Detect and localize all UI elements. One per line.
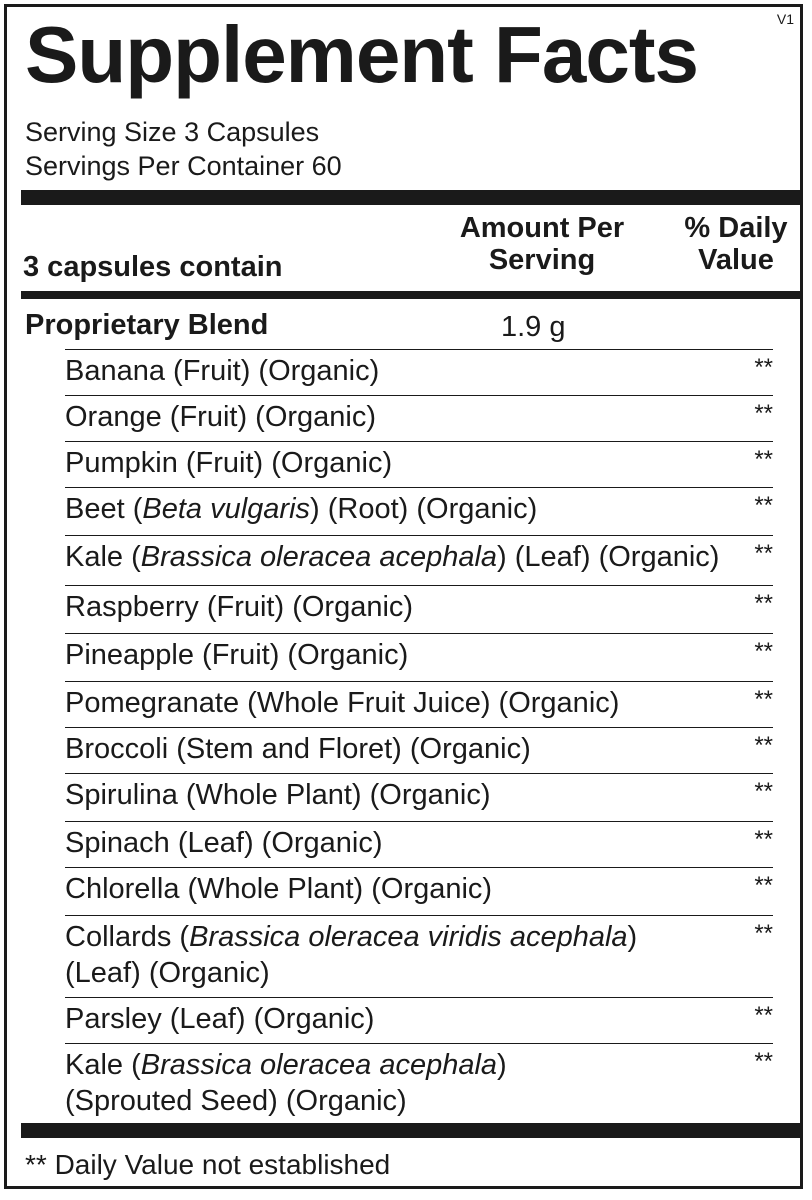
daily-value-header <box>671 213 801 277</box>
proprietary-blend-amount: 1.9 g <box>501 311 566 343</box>
ingredient-name <box>65 1047 507 1119</box>
ingredient-name-text: Spirulina (Whole Plant) (Organic) <box>65 779 491 811</box>
ingredient-name <box>65 589 413 625</box>
ingredient-row <box>65 821 773 868</box>
ingredient-row <box>65 441 773 488</box>
ingredient-latin-name: Brassica oleracea viridis acephala <box>189 921 628 953</box>
ingredient-row <box>65 867 773 916</box>
daily-value-marker: ** <box>754 354 773 381</box>
daily-value-marker: ** <box>754 732 773 759</box>
version-label: V1 <box>776 11 794 27</box>
dv-header-line2: Value <box>698 243 774 276</box>
footnote: ** Daily Value not established <box>25 1149 391 1180</box>
daily-value-marker: ** <box>754 400 773 427</box>
ingredient-name-text: Broccoli (Stem and Floret) (Organic) <box>65 733 531 765</box>
ingredient-latin-name: Brassica oleracea acephala <box>140 541 498 573</box>
daily-value-marker: ** <box>754 1002 773 1029</box>
ingredient-name <box>65 825 383 861</box>
ingredient-row <box>65 395 773 442</box>
ingredient-name-text: Collards ( <box>65 921 190 953</box>
ingredient-latin-name: Brassica oleracea acephala <box>140 1049 498 1081</box>
ingredient-row <box>65 349 773 396</box>
ingredient-name <box>65 685 619 721</box>
ingredient-latin-name: Beta vulgaris <box>142 493 311 525</box>
ingredient-row <box>65 915 773 998</box>
ingredient-name-text: Pumpkin (Fruit) (Organic) <box>65 447 393 479</box>
ingredient-row <box>65 773 773 822</box>
ingredient-row <box>65 997 773 1044</box>
ingredient-name-text: Banana (Fruit) (Organic) <box>65 355 380 387</box>
ingredient-row <box>65 535 773 586</box>
ingredient-name <box>65 919 637 991</box>
daily-value-marker: ** <box>754 492 773 519</box>
daily-value-marker: ** <box>754 638 773 665</box>
serving-size: Serving Size 3 Capsules <box>25 117 320 147</box>
ingredient-name-text: Chlorella (Whole Plant) (Organic) <box>65 873 493 905</box>
panel-title: Supplement Facts <box>25 10 699 99</box>
ingredient-name-text: Orange (Fruit) (Organic) <box>65 401 377 433</box>
ingredient-row <box>65 487 773 536</box>
dv-header-line1: % Daily <box>684 212 788 244</box>
ingredient-name <box>65 731 531 767</box>
thick-divider-header <box>21 291 800 299</box>
ingredient-name-text: Raspberry (Fruit) (Organic) <box>65 591 414 623</box>
ingredient-name <box>65 399 376 435</box>
daily-value-marker: ** <box>754 446 773 473</box>
ingredient-name <box>65 539 719 575</box>
ingredient-name <box>65 445 392 481</box>
ingredient-name <box>65 491 537 527</box>
amount-header-line2: Serving <box>488 243 596 276</box>
ingredient-name-text: Pomegranate (Whole Fruit Juice) (Organic) <box>65 687 620 719</box>
ingredient-name-text: Spinach (Leaf) (Organic) <box>65 827 383 859</box>
daily-value-marker: ** <box>754 778 773 805</box>
daily-value-marker: ** <box>754 872 773 899</box>
ingredient-row <box>65 633 773 682</box>
supplement-facts-panel <box>4 4 803 1189</box>
ingredient-name-text: Parsley (Leaf) (Organic) <box>65 1003 375 1035</box>
thick-divider-bottom <box>21 1123 800 1138</box>
daily-value-marker: ** <box>754 1048 773 1075</box>
daily-value-marker: ** <box>754 590 773 617</box>
ingredient-name-text: Kale ( <box>65 541 141 573</box>
daily-value-marker: ** <box>754 826 773 853</box>
daily-value-marker: ** <box>754 686 773 713</box>
ingredient-name <box>65 871 492 907</box>
daily-value-marker: ** <box>754 540 773 567</box>
ingredient-name <box>65 777 490 813</box>
ingredient-name <box>65 1001 374 1037</box>
thick-divider-top <box>21 190 800 205</box>
ingredient-row <box>65 1043 773 1120</box>
daily-value-marker: ** <box>754 920 773 947</box>
ingredient-name <box>65 353 379 389</box>
amount-header-line1: Amount Per <box>459 212 625 244</box>
ingredient-name-line2: (Sprouted Seed) (Organic) <box>65 1085 407 1117</box>
ingredient-name-text: Beet ( <box>65 493 143 525</box>
ingredient-row <box>65 585 773 634</box>
ingredient-name-text: Pineapple (Fruit) (Organic) <box>65 639 409 671</box>
ingredient-name-suffix: ) (Root) (Organic) <box>310 493 538 525</box>
ingredient-name-suffix: ) (Leaf) (Organic) <box>497 541 720 573</box>
ingredient-name <box>65 637 408 673</box>
amount-per-serving-header <box>447 213 637 277</box>
ingredient-name-line2: (Leaf) (Organic) <box>65 957 270 989</box>
ingredient-name-text: Kale ( <box>65 1049 141 1081</box>
ingredient-name-suffix: ) <box>627 921 638 953</box>
contains-header: 3 capsules contain <box>23 251 283 283</box>
ingredient-row <box>65 681 773 728</box>
proprietary-blend-label: Proprietary Blend <box>25 309 269 341</box>
ingredient-row <box>65 727 773 774</box>
ingredient-name-suffix: ) <box>497 1049 507 1081</box>
servings-per-container: Servings Per Container 60 <box>25 151 342 181</box>
